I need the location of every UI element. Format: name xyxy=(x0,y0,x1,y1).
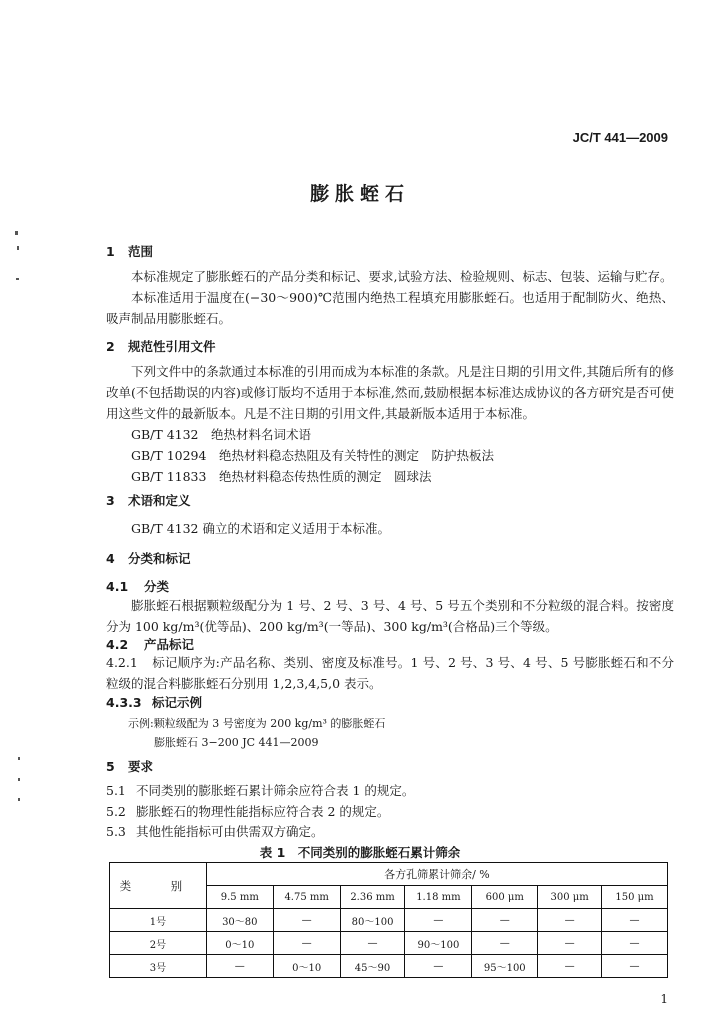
paragraph: 标记顺序为:产品名称、类别、密度及标准号。1 号、2 号、3 号、4 号、5 号膨胀蛭石和不分粒级的混合料膨胀蛭石分别用 1,2,3,4,5,0 表示。 xyxy=(106,655,674,691)
table-cell: — xyxy=(206,955,273,978)
scan-speck xyxy=(18,798,20,801)
table-row xyxy=(110,909,668,932)
category-header: 类 别 xyxy=(110,863,207,909)
table-cell: — xyxy=(538,909,602,932)
section-number: 1 xyxy=(106,244,115,259)
section-number: 3 xyxy=(106,493,115,508)
section-title: 术语和定义 xyxy=(128,493,191,508)
section-3-heading xyxy=(106,491,191,509)
scan-speck xyxy=(17,246,19,250)
paragraph: 膨胀蛭石根据颗粒级配分为 1 号、2 号、3 号、4 号、5 号五个类别和不分粒级的混合料。按密度分为 100 kg/m³(优等品)、200 kg/m³(一等品)、300 kg/m³(合格品)三个等级。 xyxy=(106,598,674,634)
table-cell: — xyxy=(538,932,602,955)
row-label: 2号 xyxy=(110,932,207,955)
section-5-heading xyxy=(106,757,153,775)
subsection-title: 分类 xyxy=(144,579,170,594)
section-title: 分类和标记 xyxy=(128,551,191,566)
subsection-4-1-body xyxy=(106,595,674,637)
paragraph: 下列文件中的条款通过本标准的引用而成为本标准的条款。凡是注日期的引用文件,其随后所有的修改单(不包括勘误的内容)或修订版均不适用于本标准,然而,鼓励根据本标准达成协议的各方研究是否可使用这些文件的最新版本。凡是不注日期的引用文件,其最新版本适用于本标准。 xyxy=(106,364,674,421)
marking-example: 示例:颗粒级配为 3 号密度为 200 kg/m³ 的膨胀蛭石 xyxy=(128,717,386,730)
requirement-5-3 xyxy=(106,821,324,842)
table-caption: 表 1 不同类别的膨胀蛭石累计筛余 xyxy=(259,845,461,860)
section-title: 要求 xyxy=(128,759,154,774)
column-header: 150 μm xyxy=(602,886,668,909)
subsection-4-2-1-body xyxy=(106,652,674,694)
table-cell: — xyxy=(602,955,668,978)
section-3-body xyxy=(106,518,674,539)
marking-example-code: 膨胀蛭石 3−200 JC 441—2009 xyxy=(154,736,319,749)
subsection-number: 4.3.3 xyxy=(106,695,142,710)
section-1-heading xyxy=(106,242,153,260)
table-cell: 0～10 xyxy=(206,932,273,955)
scan-speck xyxy=(18,757,20,760)
column-header: 300 μm xyxy=(538,886,602,909)
paragraph: 本标准规定了膨胀蛭石的产品分类和标记、要求,试验方法、检验规则、标志、包装、运输与贮存。 xyxy=(131,269,673,284)
table-cell: 90～100 xyxy=(405,932,472,955)
paragraph: 本标准适用于温度在(−30～900)℃范围内绝热工程填充用膨胀蛭石。也适用于配制防火、绝热、吸声制品用膨胀蛭石。 xyxy=(106,290,674,326)
table-cell: — xyxy=(273,932,340,955)
subsection-4-2-heading xyxy=(106,635,194,653)
table-cell: 45～90 xyxy=(340,955,405,978)
page-number: 1 xyxy=(660,992,668,1006)
item-text: 其他性能指标可由供需双方确定。 xyxy=(136,824,324,839)
item-text: 膨胀蛭石的物理性能指标应符合表 2 的规定。 xyxy=(136,804,390,819)
reference-item: GB/T 4132 绝热材料名词术语 xyxy=(131,427,312,442)
scan-speck xyxy=(15,231,18,235)
table-cell: 80～100 xyxy=(340,909,405,932)
row-label: 1号 xyxy=(110,909,207,932)
table-cell: — xyxy=(340,932,405,955)
table-row xyxy=(110,932,668,955)
sieve-residue-table xyxy=(109,862,668,978)
reference-item: GB/T 11833 绝热材料稳态传热性质的测定 圆球法 xyxy=(131,469,432,484)
table-cell: — xyxy=(602,909,668,932)
section-title: 规范性引用文件 xyxy=(128,339,216,354)
column-header: 600 μm xyxy=(472,886,538,909)
scan-speck xyxy=(16,278,19,280)
table-cell: — xyxy=(405,909,472,932)
row-label: 3号 xyxy=(110,955,207,978)
subsection-number: 4.2.1 xyxy=(106,655,138,670)
section-2-heading xyxy=(106,337,216,355)
section-number: 5 xyxy=(106,759,115,774)
subsection-title: 标记示例 xyxy=(152,695,203,710)
table-cell: 0～10 xyxy=(273,955,340,978)
section-number: 2 xyxy=(106,339,115,354)
table-cell: — xyxy=(405,955,472,978)
table-cell: — xyxy=(472,909,538,932)
section-2-body xyxy=(106,361,674,487)
item-text: 不同类别的膨胀蛭石累计筛余应符合表 1 的规定。 xyxy=(136,783,415,798)
table-cell: — xyxy=(538,955,602,978)
section-title: 范围 xyxy=(128,244,154,259)
document-title: 膨胀蛭石 xyxy=(309,183,410,205)
reference-item: GB/T 10294 绝热材料稳态热阻及有关特性的测定 防护热板法 xyxy=(131,448,494,463)
section-1-body xyxy=(106,266,674,329)
column-header: 9.5 mm xyxy=(206,886,273,909)
subsection-4-3-3-heading xyxy=(106,693,202,711)
subsection-number: 4.2 xyxy=(106,637,129,652)
table-cell: 30～80 xyxy=(206,909,273,932)
section-number: 4 xyxy=(106,551,115,566)
sieve-span-header: 各方孔筛累计筛余/ % xyxy=(206,863,667,886)
standard-code: JC/T 441—2009 xyxy=(572,130,668,145)
subsection-number: 4.1 xyxy=(106,579,129,594)
table-row xyxy=(110,955,668,978)
item-number: 5.3 xyxy=(106,824,126,839)
item-number: 5.1 xyxy=(106,783,126,798)
table-cell: 95～100 xyxy=(472,955,538,978)
column-header: 2.36 mm xyxy=(340,886,405,909)
table-cell: — xyxy=(273,909,340,932)
column-header: 1.18 mm xyxy=(405,886,472,909)
table-cell: — xyxy=(602,932,668,955)
column-header: 4.75 mm xyxy=(273,886,340,909)
requirement-5-2 xyxy=(106,801,389,822)
subsection-4-1-heading xyxy=(106,577,169,595)
table-cell: — xyxy=(472,932,538,955)
subsection-title: 产品标记 xyxy=(144,637,195,652)
item-number: 5.2 xyxy=(106,804,126,819)
section-4-heading xyxy=(106,549,191,567)
scan-speck xyxy=(18,778,20,781)
requirement-5-1 xyxy=(106,780,414,801)
paragraph: GB/T 4132 确立的术语和定义适用于本标准。 xyxy=(131,521,390,536)
